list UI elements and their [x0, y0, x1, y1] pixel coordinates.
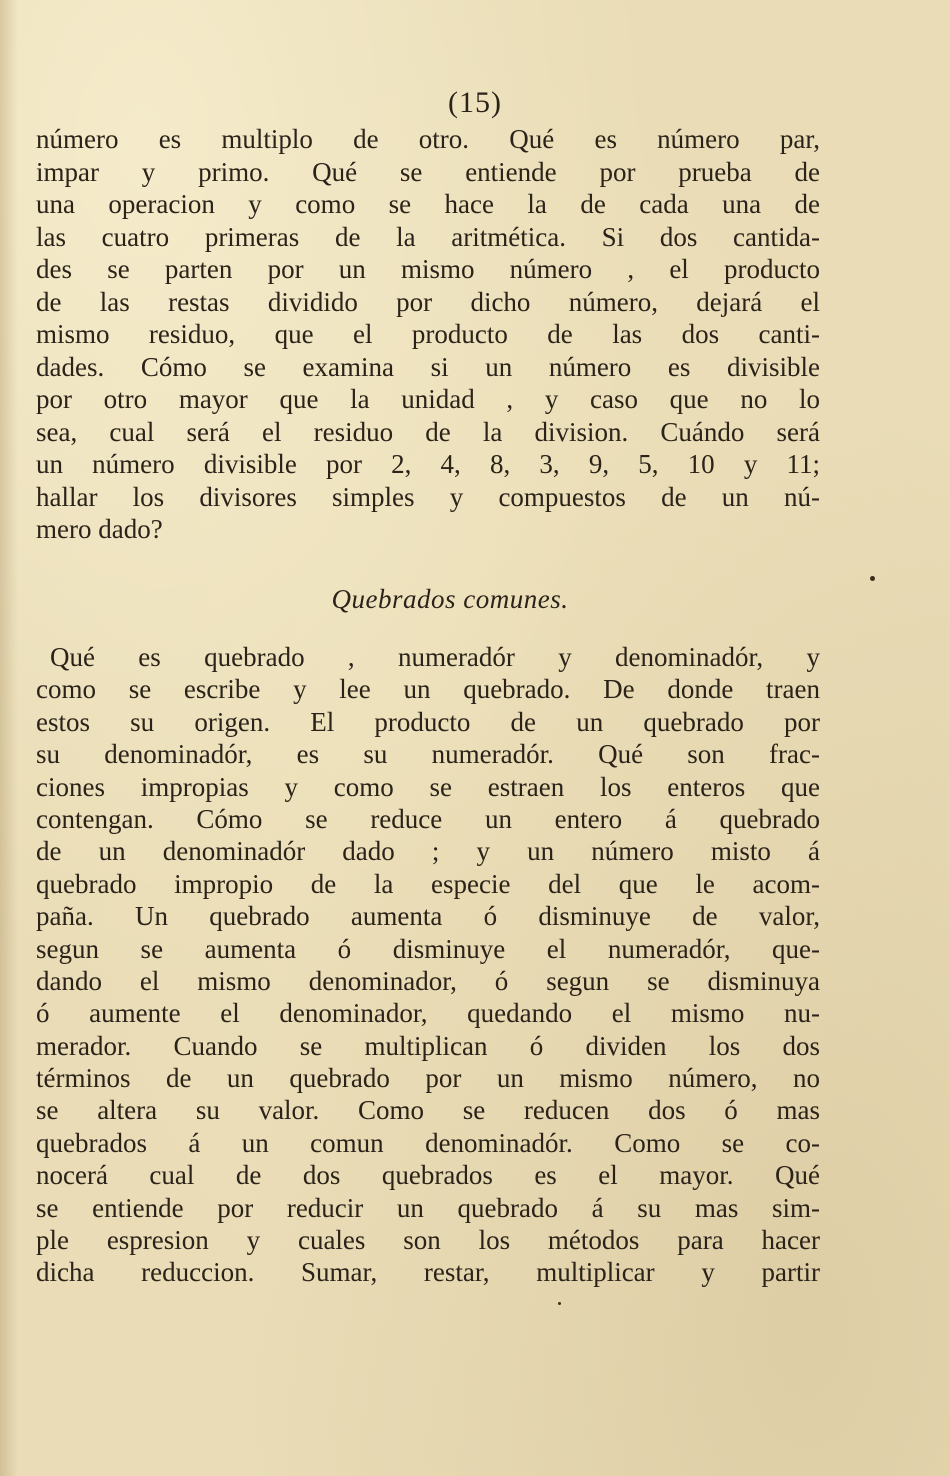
text-line: se entiende por reducir un quebrado á su mas sim- — [36, 1192, 820, 1223]
text-line: mismo residuo, que el producto de las dos canti- — [36, 319, 820, 349]
text-line: ciones impropias y como se estraen los enteros que — [36, 771, 820, 802]
page-number: (15) — [448, 86, 502, 119]
text-line: hallar los divisores simples y compuestos de un nú- — [36, 481, 820, 512]
text-line: Qué es quebrado , numeradór y denominadór, y — [50, 642, 820, 672]
text-line: de las restas dividido por dicho número, dejará el — [36, 286, 820, 317]
text-line: número es multiplo de otro. Qué es número par, — [36, 124, 820, 154]
text-line: nocerá cual de dos quebrados es el mayor. Qué — [36, 1160, 820, 1191]
text-line: ó aumente el denominador, quedando el mismo nu- — [36, 998, 820, 1029]
text-line: dicha reduccion. Sumar, restar, multiplicar y partir — [36, 1257, 820, 1288]
text-line: se altera su valor. Como se reducen dos ó mas — [36, 1095, 820, 1126]
paragraph-questions-fractions — [36, 641, 820, 1289]
text-line: sea, cual será el residuo de la division. Cuándo será — [36, 416, 820, 447]
text-line: como se escribe y lee un quebrado. De donde traen — [36, 674, 820, 705]
ink-speck — [870, 576, 875, 581]
text-line: términos de un quebrado por un mismo número, no — [36, 1063, 820, 1094]
text-line: su denominadór, es su numeradór. Qué son frac- — [36, 739, 820, 770]
ink-speck — [558, 1302, 561, 1305]
text-line: las cuatro primeras de la aritmética. Si dos cantida- — [36, 221, 820, 252]
text-line: por otro mayor que la unidad , y caso que no lo — [36, 384, 820, 414]
text-line: quebrados á un comun denominadór. Como se co- — [36, 1127, 820, 1158]
text-line: merador. Cuando se multiplican ó dividen los dos — [36, 1030, 820, 1061]
text-line: dades. Cómo se examina si un número es divisible — [36, 351, 820, 382]
text-line: mero dado? — [36, 514, 163, 544]
page-edge-shadow — [0, 0, 18, 1476]
section-heading-text: Quebrados comunes. — [331, 584, 569, 614]
text-line: un número divisible por 2, 4, 8, 3, 9, 5, 10 y 11; — [36, 449, 820, 479]
text-line: de un denominadór dado ; y un número misto á — [36, 836, 820, 867]
text-line: ple espresion y cuales son los métodos para hacer — [36, 1225, 820, 1256]
section-heading — [0, 584, 950, 615]
text-line: quebrado impropio de la especie del que le acom- — [36, 868, 820, 899]
text-line: dando el mismo denominador, ó segun se disminuya — [36, 965, 820, 996]
text-line: estos su origen. El producto de un quebrado por — [36, 706, 820, 737]
text-line: impar y primo. Qué se entiende por prueba de — [36, 156, 820, 187]
text-line: segun se aumenta ó disminuye el numeradór, que- — [36, 933, 820, 964]
text-line: paña. Un quebrado aumenta ó disminuye de valor, — [36, 901, 820, 932]
text-line: des se parten por un mismo número , el producto — [36, 254, 820, 284]
text-line: contengan. Cómo se reduce un entero á quebrado — [36, 803, 820, 834]
paragraph-questions-numbers — [36, 123, 820, 546]
text-line: una operacion y como se hace la de cada una de — [36, 189, 820, 219]
